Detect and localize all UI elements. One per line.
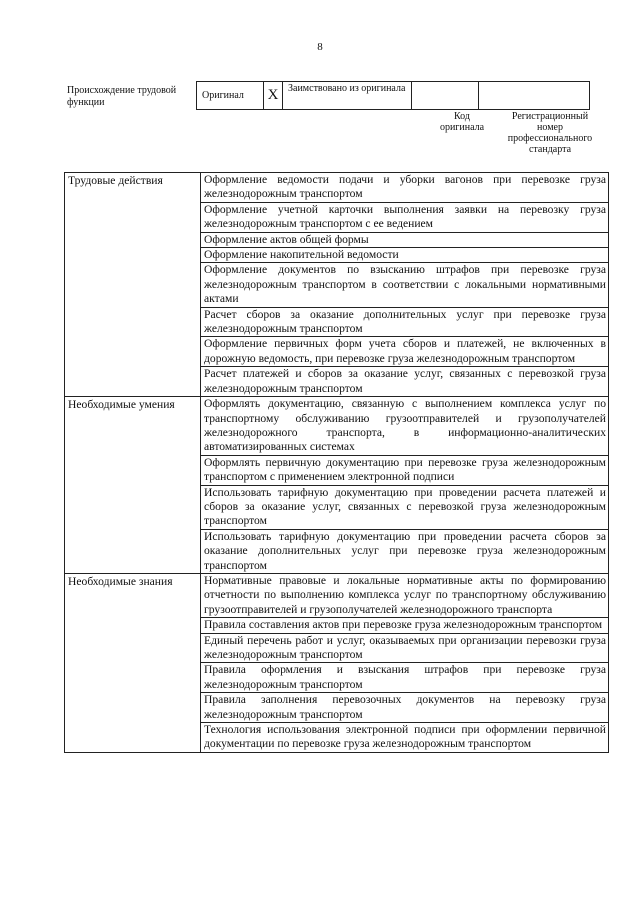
section-item: Единый перечень работ и услуг, оказываемых при организации перевозки груза железнодорожным транспортом <box>201 633 609 663</box>
section-item: Нормативные правовые и локальные нормативные акты по формированию отчетности по выполнению комплекса услуг по транспортному обслуживанию грузоотправителей и грузополучателей железнодорожного транспорта <box>201 573 609 617</box>
section-item: Оформление ведомости подачи и уборки вагонов при перевозке груза железнодорожным транспортом <box>201 173 609 203</box>
section-item: Оформление документов по взысканию штрафов при перевозке груза железнодорожным транспортом в соответствии с локальными нормативными актами <box>201 263 609 307</box>
section-label: Необходимые знания <box>65 573 201 752</box>
section-item: Правила составления актов при перевозке груза железнодорожным транспортом <box>201 618 609 633</box>
section-item: Расчет сборов за оказание дополнительных услуг при перевозке груза железнодорожным транспортом <box>201 307 609 337</box>
table-row <box>65 573 609 617</box>
borrowed-cell: Заимствовано из оригинала <box>283 82 412 110</box>
section-item: Правила заполнения перевозочных документов на перевозку груза железнодорожным транспортом <box>201 693 609 723</box>
code-original-caption: Код оригинала <box>439 111 485 133</box>
section-item: Использовать тарифную документацию при проведении расчета сборов за оказание дополнительных услуг при перевозке груза железнодорожным транспортом <box>201 529 609 573</box>
origin-table <box>196 81 590 110</box>
original-mark: X <box>264 82 283 110</box>
reg-number-cell <box>479 82 590 110</box>
section-item: Оформление первичных форм учета сборов и платежей, не включенных в дорожную ведомость, при перевозке груза железнодорожным транспортом <box>201 337 609 367</box>
section-item: Правила оформления и взыскания штрафов при перевозке груза железнодорожным транспортом <box>201 663 609 693</box>
page-number: 8 <box>317 41 323 53</box>
section-item: Оформление учетной карточки выполнения заявки на перевозку груза железнодорожным транспортом с ее ведением <box>201 202 609 232</box>
table-row <box>65 173 609 203</box>
section-label: Трудовые действия <box>65 173 201 397</box>
code-original-cell <box>412 82 479 110</box>
table-row <box>65 397 609 456</box>
origin-label: Происхождение трудовой функции <box>67 85 177 108</box>
section-item: Оформлять первичную документацию при перевозке груза железнодорожным транспортом с применением электронной подписи <box>201 455 609 485</box>
section-label: Необходимые умения <box>65 397 201 574</box>
section-item: Оформлять документацию, связанную с выполнением комплекса услуг по транспортному обслуживанию грузоотправителей и грузополучателей железнодорожного транспорта, в информационно-аналитических автоматизированных системах <box>201 397 609 456</box>
section-item: Расчет платежей и сборов за оказание услуг, связанных с перевозкой груза железнодорожным транспортом <box>201 367 609 397</box>
original-cell: Оригинал <box>197 82 264 110</box>
section-item: Технология использования электронной подписи при оформлении первичной документации по перевозке груза железнодорожным транспортом <box>201 723 609 753</box>
section-item: Использовать тарифную документацию при проведении расчета платежей и сборов за оказание услуг, связанных с перевозкой груза железнодорожным транспортом <box>201 485 609 529</box>
reg-number-caption: Регистрационный номер профессионального стандарта <box>507 111 593 155</box>
section-item: Оформление накопительной ведомости <box>201 248 609 263</box>
function-details-table <box>64 172 609 753</box>
section-item: Оформление актов общей формы <box>201 232 609 247</box>
